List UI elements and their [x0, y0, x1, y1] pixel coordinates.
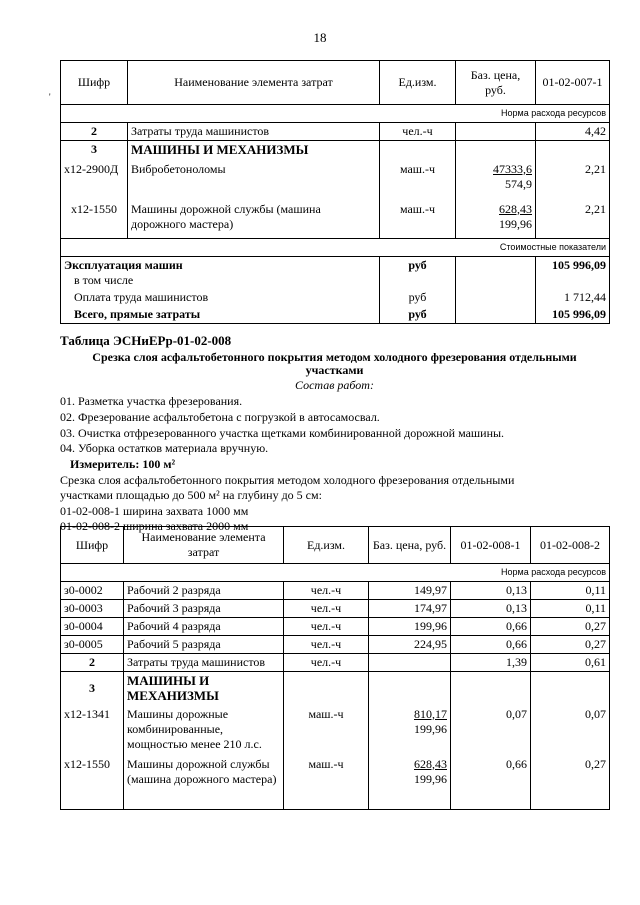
price-top: 810,17 — [414, 706, 447, 721]
table-row — [61, 618, 610, 636]
row-name: Рабочий 2 разряда — [124, 582, 284, 600]
price-bottom: 574,9 — [505, 176, 532, 191]
row-price: 174,97 — [369, 600, 451, 618]
row-code: з0-0005 — [61, 636, 124, 654]
row-value: 2,21 — [536, 201, 610, 239]
step-4: 04. Уборка остатков материала вручную. — [60, 441, 269, 455]
section-code: 3 — [61, 672, 124, 706]
price-top: 628,43 — [499, 201, 532, 216]
header-code: Шифр — [61, 527, 124, 564]
row-unit: маш.-ч — [380, 161, 456, 201]
row-name: Рабочий 4 разряда — [124, 618, 284, 636]
row-code: 2 — [61, 654, 124, 672]
table-title: Таблица ЭСНиЕРр-01-02-008 — [60, 333, 232, 348]
row-name: Затраты труда машинистов — [124, 654, 284, 672]
row-code: з0-0003 — [61, 600, 124, 618]
description-line1: Срезка слоя асфальтобетонного покрытия методом холодного фрезерования отдельными — [60, 473, 515, 487]
row-name: Машины дорожные комбинированные, мощностью менее 210 л.с. — [124, 706, 284, 756]
operator-pay-unit: руб — [380, 289, 456, 306]
row-unit: чел.-ч — [284, 600, 369, 618]
row-value-1: 0,07 — [451, 706, 531, 756]
row-value-2: 0,11 — [531, 582, 610, 600]
step-2: 02. Фрезерование асфальтобетона с погрузкой в автосамосвал. — [60, 410, 380, 424]
row-value-1: 1,39 — [451, 654, 531, 672]
header-rate-code-2: 01-02-008-2 — [531, 527, 610, 564]
exploitation-label: Эксплуатация машин — [64, 258, 183, 272]
header-unit: Ед.изм. — [380, 61, 456, 105]
operator-pay-label: Оплата труда машинистов — [61, 289, 380, 306]
table-row — [61, 582, 610, 600]
row-value-1: 0,66 — [451, 636, 531, 654]
header-code: Шифр — [61, 61, 128, 105]
exploitation-value: 105 996,09 — [536, 257, 610, 290]
section-heading-line2: участками — [305, 363, 364, 377]
row-code: 2 — [61, 123, 128, 141]
header-rate-code: 01-02-007-1 — [536, 61, 610, 105]
row-code: х12-1341 — [61, 706, 124, 756]
operator-pay-value: 1 712,44 — [536, 289, 610, 306]
row-price: 149,97 — [369, 582, 451, 600]
row-value-2: 0,61 — [531, 654, 610, 672]
composition-title: Состав работ: — [295, 378, 374, 392]
norma-caption: Норма расхода ресурсов — [61, 105, 610, 123]
cost-row — [61, 289, 610, 306]
section-row — [61, 672, 610, 706]
row-name: Вибробетоноломы — [128, 161, 380, 201]
section-code: 3 — [61, 141, 128, 161]
cost-row — [61, 257, 610, 290]
row-name: Машины дорожной службы (машина дорожного мастера) — [124, 756, 284, 810]
price-bottom: 199,96 — [414, 771, 447, 786]
row-unit: чел.-ч — [284, 582, 369, 600]
row-price: 224,95 — [369, 636, 451, 654]
row-value-2: 0,27 — [531, 618, 610, 636]
table-row — [61, 654, 610, 672]
page-number: 18 — [313, 30, 327, 45]
row-code: з0-0004 — [61, 618, 124, 636]
row-code: х12-1550 — [61, 756, 124, 810]
section-row — [61, 141, 610, 161]
row-unit: маш.-ч — [284, 706, 369, 756]
price-top: 628,43 — [414, 756, 447, 771]
table-row — [61, 600, 610, 618]
row-value-1: 0,13 — [451, 600, 531, 618]
header-unit: Ед.изм. — [284, 527, 369, 564]
variant-1: 01-02-008-1 ширина захвата 1000 мм — [60, 504, 249, 518]
row-name: Машины дорожной службы (машина дорожного мастера) — [128, 201, 380, 239]
row-unit: маш.-ч — [380, 201, 456, 239]
total-label: Всего, прямые затраты — [61, 306, 380, 324]
exploitation-unit: руб — [380, 257, 456, 290]
row-unit: чел.-ч — [284, 636, 369, 654]
row-value: 2,21 — [536, 161, 610, 201]
table-row — [61, 161, 610, 201]
table-row — [61, 201, 610, 239]
scan-mark: ' — [49, 92, 51, 102]
cost-caption: Стоимостные показатели — [61, 239, 610, 257]
section-heading-line1: Срезка слоя асфальтобетонного покрытия методом холодного фрезерования отдельными — [92, 350, 577, 364]
row-name: Рабочий 3 разряда — [124, 600, 284, 618]
row-value-2: 0,07 — [531, 706, 610, 756]
section-title: МАШИНЫ И МЕХАНИЗМЫ — [124, 672, 284, 706]
price-bottom: 199,96 — [414, 721, 447, 736]
row-unit: маш.-ч — [284, 756, 369, 810]
total-unit: руб — [380, 306, 456, 324]
header-rate-code-1: 01-02-008-1 — [451, 527, 531, 564]
row-value-1: 0,66 — [451, 756, 531, 810]
resource-table-1 — [60, 60, 610, 324]
table-row — [61, 123, 610, 141]
row-name: Рабочий 5 разряда — [124, 636, 284, 654]
row-value-1: 0,13 — [451, 582, 531, 600]
including-label: в том числе — [74, 273, 134, 287]
resource-table-2 — [60, 526, 610, 810]
row-value: 4,42 — [536, 123, 610, 141]
row-unit: чел.-ч — [284, 654, 369, 672]
row-code: х12-1550 — [61, 201, 128, 239]
row-price: 199,96 — [369, 618, 451, 636]
price-bottom: 199,96 — [499, 216, 532, 231]
total-row — [61, 306, 610, 324]
row-code: з0-0002 — [61, 582, 124, 600]
row-name: Затраты труда машинистов — [128, 123, 380, 141]
row-value-2: 0,27 — [531, 756, 610, 810]
header-price: Баз. цена, руб. — [456, 61, 536, 105]
table-row — [61, 756, 610, 810]
row-price — [456, 123, 536, 141]
step-1: 01. Разметка участка фрезерования. — [60, 394, 243, 408]
row-value-2: 0,11 — [531, 600, 610, 618]
row-value-1: 0,66 — [451, 618, 531, 636]
variant-2: 01-02-008-2 ширина захвата 2000 мм — [60, 519, 249, 533]
table-row — [61, 636, 610, 654]
norma-caption: Норма расхода ресурсов — [61, 564, 610, 582]
row-unit: чел.-ч — [380, 123, 456, 141]
row-code: х12-2900Д — [61, 161, 128, 201]
header-price: Баз. цена, руб. — [369, 527, 451, 564]
table-row — [61, 706, 610, 756]
step-3: 03. Очистка отфрезерованного участка щетками комбинированной дорожной машины. — [60, 426, 505, 440]
row-value-2: 0,27 — [531, 636, 610, 654]
measure-label: Измеритель: 100 м² — [70, 457, 176, 471]
section-title: МАШИНЫ И МЕХАНИЗМЫ — [128, 141, 380, 161]
total-value: 105 996,09 — [536, 306, 610, 324]
header-name: Наименование элемента затрат — [128, 61, 380, 105]
row-unit: чел.-ч — [284, 618, 369, 636]
description-line2: участками площадью до 500 м² на глубину до 5 см: — [60, 488, 322, 502]
price-top: 47333,6 — [493, 161, 532, 176]
header-name: Наименование элемента затрат — [124, 527, 284, 564]
